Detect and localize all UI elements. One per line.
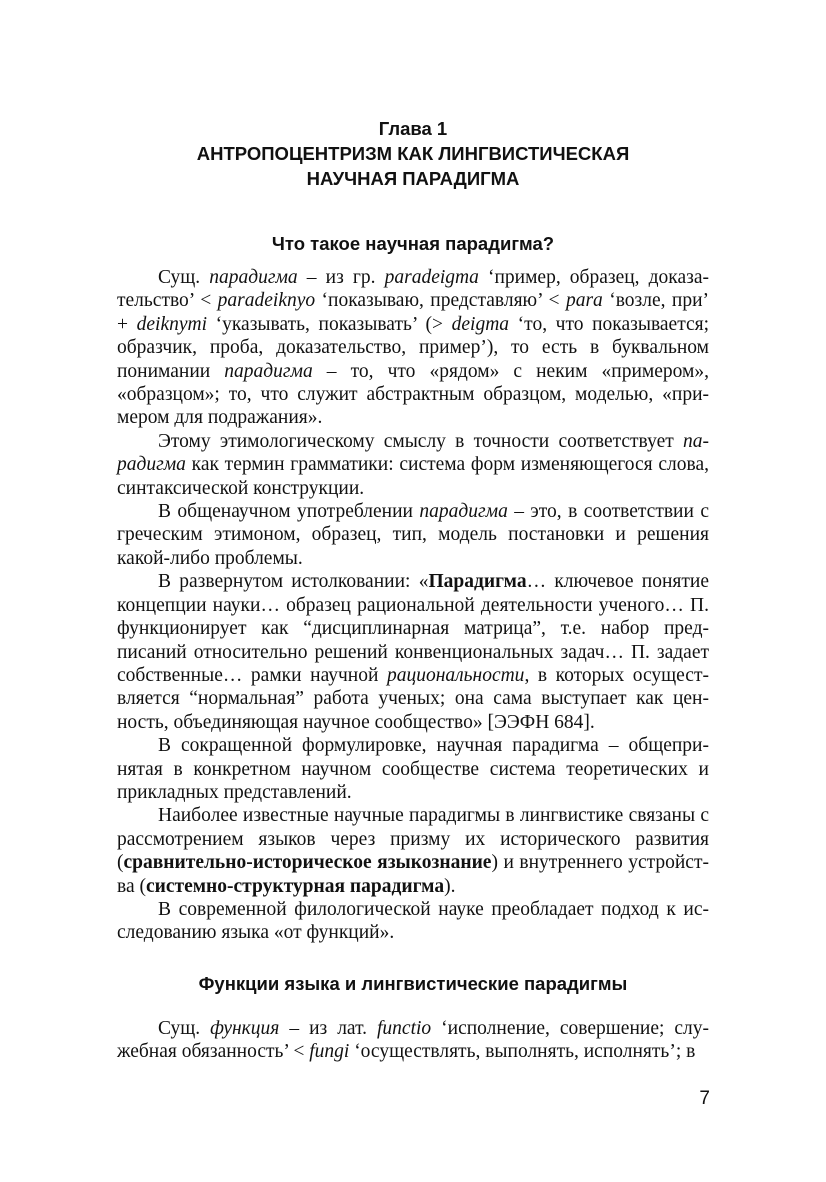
paragraph-general-usage: В общенаучном употреблении парадигма – это, в соответствии с греческим этимоном, образец, тип, модель постановки и решения какой-либо проблемы.: [117, 501, 709, 569]
paragraph-known-paradigms: Наиболее известные научные парадигмы в лингвистике связаны с рассмотрением языков через призму их исторического развития (сравнительно-историческое языкознание) и внутреннего устройства (системно-структурная парадигма).: [117, 805, 709, 897]
paragraph-etymology: Сущ. парадигма – из гр. paradeigma ‘пример, образец, доказательство’ < paradeiknyo ‘показываю, представляю’ < para ‘возле, при’ + deiknymi ‘указывать, показывать’ (> deigma ‘то, что показывается; образчик, проба, доказательство, пример’), то есть в буквальном понимании парадигма – то, что «рядом» с неким «примером», «образцом»; то, что служит абстрактным образцом, моделью, «примером для подражания».: [117, 267, 710, 429]
chapter-title-line-1: АНТРОПОЦЕНТРИЗМ КАК ЛИНГВИСТИЧЕСКАЯ: [196, 143, 630, 164]
page-number: 7: [699, 1088, 710, 1109]
paragraph-modern-approach: В современной филологической науке преобладает подход к исследованию языка «от функций».: [117, 898, 709, 944]
section-heading-paradigm: Что такое научная парадигма?: [271, 233, 555, 254]
section-body-functions: [117, 1017, 709, 1064]
chapter-label: Глава 1: [378, 118, 448, 139]
chapter-title-line-2: НАУЧНАЯ ПАРАДИГМА: [306, 168, 520, 189]
chapter-header: [0, 116, 826, 191]
paragraph-function-etymology: Сущ. функция – из лат. functio ‘исполнение, совершение; служебная обязанность’ < fungi ‘осуществлять, выполнять, исполнять’; в: [117, 1018, 710, 1063]
section-body-paradigm: [117, 266, 709, 945]
paragraph-short-definition: В сокращенной формулировке, научная парадигма – общепринятая в конкретном научном сообществе система теоретических и прикладных представлений.: [117, 735, 709, 803]
paragraph-extended-interpretation: В развернутом истолковании: «Парадигма… ключевое понятие концепции науки… образец рациональной деятельности ученого… П. функционирует как “дисциплинарная матрица”, т.е. набор предписаний относительно решений конвенциональных задач… П. задает собственные… рамки научной рациональности, в которых осуществляется “нормальная” работа ученых; она сама выступает как ценность, объединяющая научное сообщество» [ЭЭФН 684].: [117, 571, 709, 733]
paragraph-grammar-term: Этому этимологическому смыслу в точности соответствует парадигма как термин грамматики: система форм изменяющегося слова, синтаксической конструкции.: [117, 430, 709, 499]
section-heading-functions: Функции языка и лингвистические парадигмы: [198, 973, 628, 994]
